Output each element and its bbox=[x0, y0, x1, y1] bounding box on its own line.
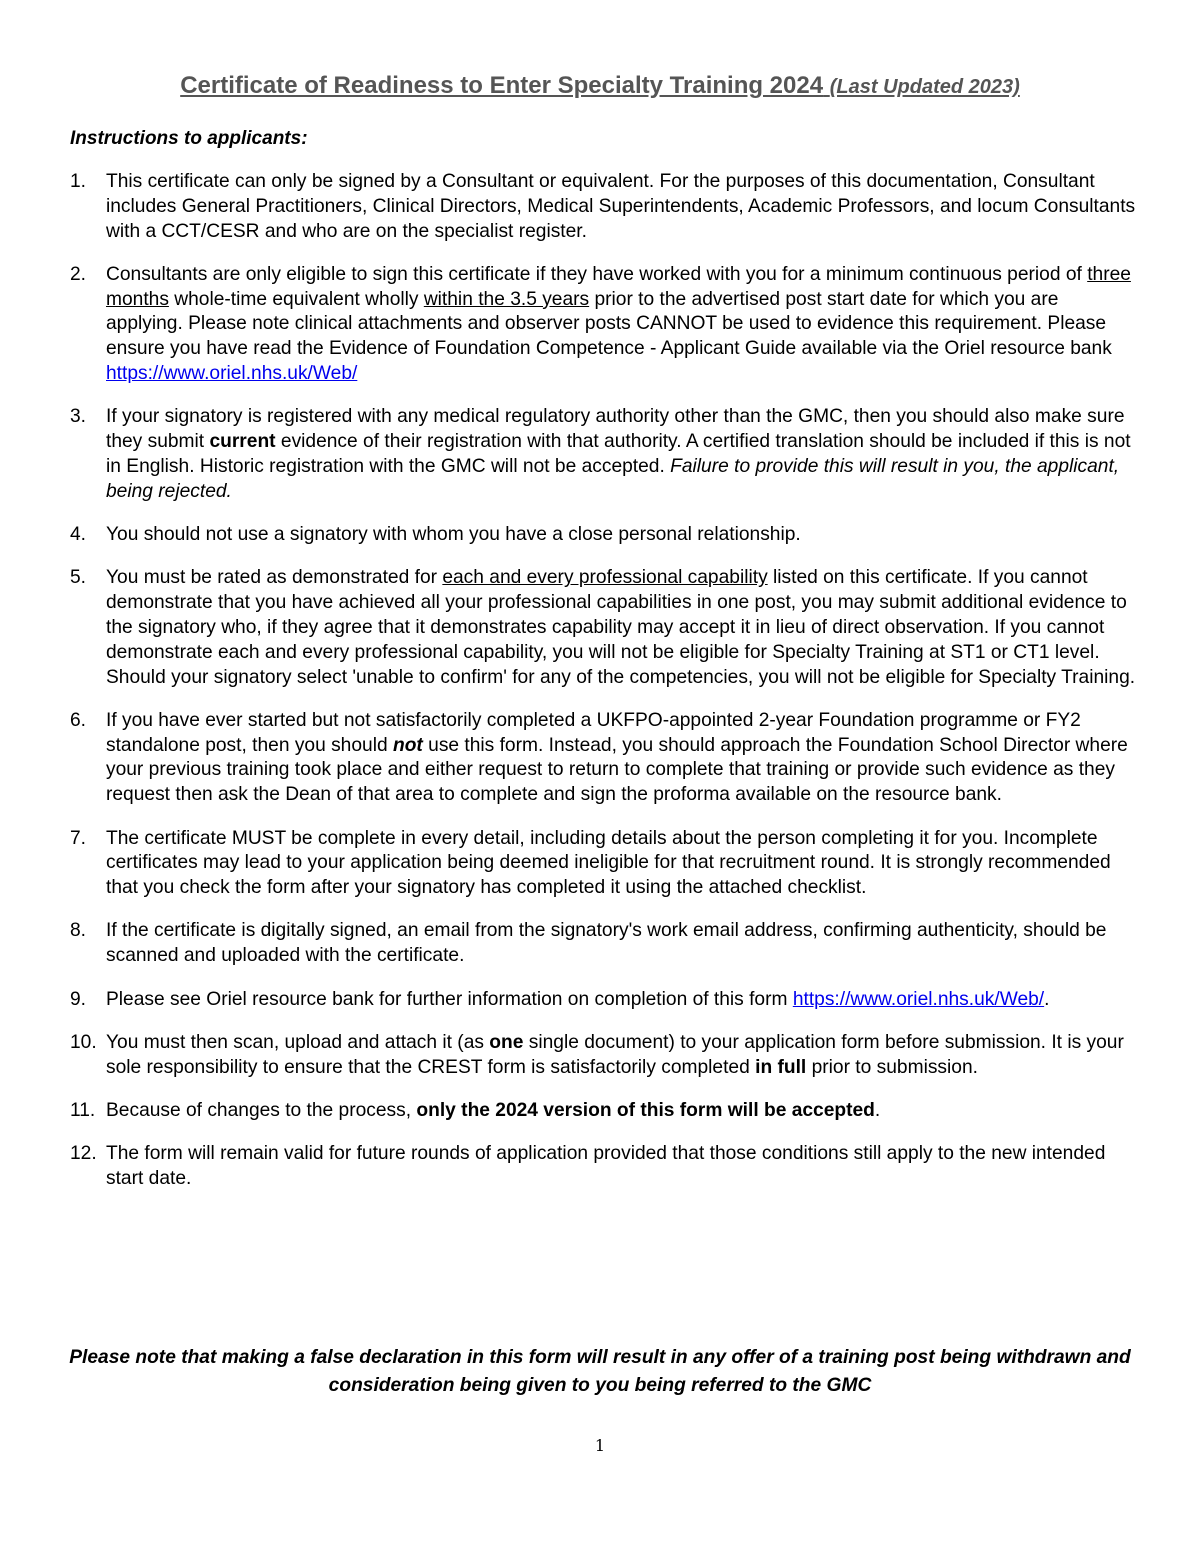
item-text: This certificate can only be signed by a Consultant or equivalent. For the purposes of this documentation, Consultant includes General Practitioners, Clinical Directors, Medical Superintendents, Academic Professors, and locum Consultants with a CCT/CESR and who are on the specialist register. bbox=[106, 171, 1136, 242]
item-number: 3. bbox=[70, 406, 87, 428]
list-item bbox=[70, 263, 1140, 387]
item-text: use this form. Instead, you should approach the Foundation School Director where your previous training took place and either request to return to complete that training or provide such evidence as they request then ask the Dean of that area to complete and sign the proforma available on the resource bank. bbox=[106, 734, 1128, 806]
item-text: listed on this certificate. If you cannot demonstrate that you have achieved all your professional capabilities in one post, you may submit additional evidence to the signatory who, if they agree that it demonstrates capability may accept it in lieu of direct observation. If you cannot demonstrate each and every professional capability, you will not be eligible for Specialty Training at ST1 or CT1 level. Should your signatory select 'unable to confirm' for any of the competencies, you will not be eligible for Specialty Training. bbox=[106, 567, 1136, 688]
list-item bbox=[70, 1031, 1140, 1081]
item-number: 7. bbox=[70, 827, 87, 849]
item-text: . bbox=[1044, 988, 1050, 1010]
list-item bbox=[70, 1142, 1140, 1192]
item-text: Consultants are only eligible to sign this certificate if they have worked with you for a minimum continuous period of bbox=[106, 263, 1088, 285]
item-text: The certificate MUST be complete in every detail, including details about the person completing it for you. Incomplete certificates may lead to your application being deemed ineligible for that recruitment round. It is strongly recommended that you check the form after your signatory has completed it using the attached checklist. bbox=[106, 827, 1111, 899]
instructions-heading: Instructions to applicants: bbox=[70, 128, 308, 149]
item-number: 11. bbox=[70, 1099, 96, 1121]
item-bold-text: current bbox=[209, 431, 276, 453]
list-item bbox=[70, 988, 1140, 1013]
item-text: prior to the advertised post start date for which you are applying. Please note clinical attachments and observer posts CANNOT be used to evidence this requirement. Please ensure you have read the Evidence of Foundation Competence - Applicant Guide available via the Oriel resource bank bbox=[106, 288, 1112, 360]
title-text: Certificate of Readiness to Enter Specialty Training 2024 bbox=[180, 72, 824, 99]
item-text: If the certificate is digitally signed, an email from the signatory's work email address, confirming authenticity, should be scanned and uploaded with the certificate. bbox=[106, 920, 1107, 967]
false-declaration-note: Please note that making a false declaration in this form will result in any offer of a training post being withdrawn and consideration being given to you being referred to the GMC bbox=[69, 1347, 1131, 1396]
list-item bbox=[70, 1099, 1140, 1124]
oriel-link[interactable]: https://www.oriel.nhs.uk/Web/ bbox=[792, 988, 1045, 1010]
item-bold-italic-text: not bbox=[392, 734, 423, 756]
list-item bbox=[70, 405, 1140, 504]
item-number: 6. bbox=[70, 709, 87, 731]
list-item bbox=[70, 566, 1140, 690]
item-number: 5. bbox=[70, 567, 87, 589]
item-text: single document) to your application form before submission. It is your sole responsibility to ensure that the CREST form is satisfactorily completed bbox=[106, 1031, 1124, 1078]
item-number: 9. bbox=[70, 988, 87, 1010]
oriel-link[interactable]: https://www.oriel.nhs.uk/Web/ bbox=[106, 363, 358, 385]
item-text: You must be rated as demonstrated for bbox=[106, 567, 443, 589]
item-text: Because of changes to the process, bbox=[106, 1099, 417, 1121]
instructions-list bbox=[70, 170, 1140, 1210]
item-text: . bbox=[874, 1099, 881, 1121]
item-text: whole-time equivalent wholly bbox=[168, 288, 424, 310]
item-underlined-text: three months bbox=[106, 263, 1131, 310]
item-number: 10. bbox=[70, 1031, 97, 1053]
item-text: evidence of their registration with that authority. A certified translation should be included if this is not in English. Historic registration with the GMC will not be accepted. bbox=[106, 431, 1131, 477]
item-bold-text: one bbox=[489, 1031, 524, 1053]
item-number: 8. bbox=[70, 920, 87, 942]
item-bold-text: in full bbox=[755, 1056, 807, 1078]
item-number: 2. bbox=[70, 263, 87, 285]
page-number: 1 bbox=[594, 1436, 606, 1455]
item-text: You must then scan, upload and attach it (as bbox=[106, 1031, 490, 1053]
item-text: The form will remain valid for future rounds of application provided that those conditions still apply to the new intended start date. bbox=[106, 1143, 1106, 1189]
list-item bbox=[70, 827, 1140, 901]
item-text: If your signatory is registered with any medical regulatory authority other than the GMC, then you should also make sure they submit bbox=[106, 406, 1125, 453]
item-text: Please see Oriel resource bank for further information on completion of this form bbox=[106, 988, 793, 1010]
item-number: 12. bbox=[70, 1143, 97, 1165]
item-text: If you have ever started but not satisfactorily completed a UKFPO-appointed 2-year Foundation programme or FY2 standalone post, then you should bbox=[106, 709, 1081, 756]
item-bold-text: only the 2024 version of this form will be accepted bbox=[416, 1099, 875, 1121]
item-underlined-text: within the 3.5 years bbox=[423, 288, 590, 310]
list-item bbox=[70, 523, 1140, 548]
list-item bbox=[70, 709, 1140, 808]
item-text: prior to submission. bbox=[806, 1056, 978, 1078]
item-underlined-text: each and every professional capability bbox=[442, 567, 768, 589]
title-last-updated: (Last Updated 2023) bbox=[829, 76, 1020, 98]
list-item bbox=[70, 170, 1140, 244]
document-title bbox=[0, 72, 1200, 100]
item-number: 1. bbox=[70, 171, 87, 192]
list-item bbox=[70, 919, 1140, 969]
item-italic-text: Failure to provide this will result in you, the applicant, being rejected. bbox=[106, 455, 1120, 502]
item-text: You should not use a signatory with whom you have a close personal relationship. bbox=[106, 524, 801, 546]
item-number: 4. bbox=[70, 524, 87, 546]
